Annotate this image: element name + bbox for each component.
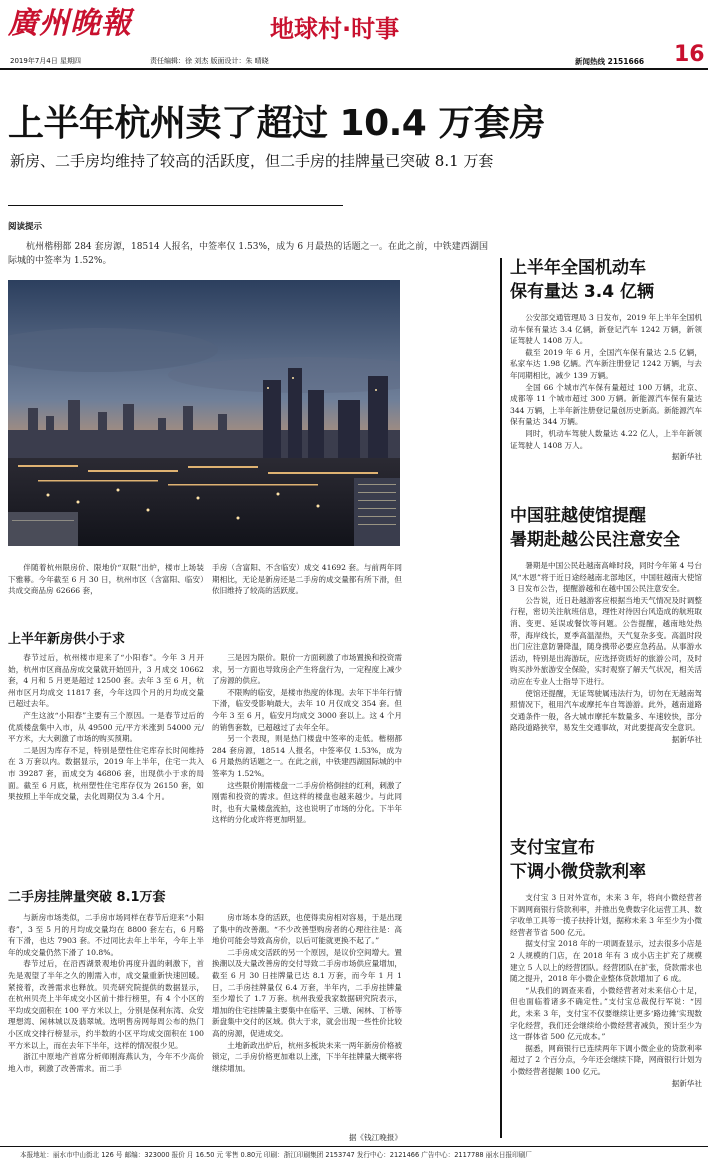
story-source: 据新华社 [671,1078,702,1088]
paragraph: 不限购的临安，是楼市热度的体现。去年下半年行情下滑，临安受影响最大，去年 10 月仅成交 354 套。但今年 3 至 6 月，临安月均成交 3000 套以上。这 4 个月的销售套数，已超越过了去年全年。 [212,687,402,732]
sidebar-headline: 上半年全国机动车 [510,258,646,278]
paragraph: 与新房市场类似，二手房市场同样在春节后迎来“小阳春”，3 至 5 月的月均成交量均在 8800 套左右，6 月略有下滑，也达 7903 套。不过同比去年上半年，今年上半年的成交量仍然下滑了 10.8%。 [8,913,204,957]
paragraph: 三是因为限价。限价一方面刺激了市场置换和投资需求，另一方面也导致房企产生将盘行为，一定程度上减少了房源的供应。 [212,653,402,686]
paragraph: 截至 2019 年 6 月，全国汽车保有量达 2.5 亿辆，私家车达 1.98 亿辆。汽车新注册登记 1242 万辆，与去年同期相比，减少 139 万辆。 [510,347,702,380]
paragraph: 据悉，网商银行已连续两年下调小微企业的贷款利率超过了 2 个百分点，今年还会继续下降，网商银行计划为小微经营者提额 100 亿元。 [510,1043,702,1076]
newspaper-logo: 廣州晚報 [8,6,132,41]
page-number: 16 [674,42,705,67]
section2-heading: 二手房挂牌量突破 8.1万套 [8,890,166,905]
sidebar-divider [500,258,502,1138]
photo-caption-col2: 手房（含富阳、不含临安）成交 41692 套。与前两年同期相比，无论是新房还是二手房的成交量都有所下滑，但依旧维持了较高的活跃度。 [212,563,402,596]
paragraph: 支付宝 3 日对外宣布，未来 3 年，将向小微经营者下调网商银行贷款利率，并推出免费数字化运营工具、数字收单工具等一揽子扶持计划，据称未来 3 年至少为小微经营者节省 500 亿元。 [510,893,702,937]
main-headline: 上半年杭州卖了超过 10.4 万套房 [8,103,545,144]
paragraph: 公告说，近日赴越游客应根据当地天气情况及时调整行程，密切关注航班信息，理性对待因台风造成的航班取消、变更、延误或餐饮等问题。公告提醒，越南地处热带，海岸线长，夏季高温湿热，天气复杂多变。高温时段出门应注意防暑降温，随身携带必要应急药品。从事游水活动，特别是出海游玩，应选择资质好的旅游公司，及时购买涉外旅游安全保险，实时观察了解天气状况，相关活动应在专业人士指导下进行。 [510,595,702,686]
paragraph: 房市场本身的活跃，也使得卖房相对容易，于是出现了集中的改善潮。“不少改善型购房者的心理往往是：高地价可能会导致高房价，以后可能就更换不起了。” [212,913,402,946]
paragraph: 暑期是中国公民赴越南高峰时段，同时今年第 4 号台风“木恩”将于近日途经越南北部地区，中国驻越南大使馆 3 日发布公告，提醒游越和在越中国公民注意安全。 [510,561,702,594]
headline-rule [8,205,343,206]
sidebar-headline: 暑期赴越公民注意安全 [510,530,680,550]
article-source: 据《钱江晚报》 [348,1133,402,1142]
sidebar-headline: 下调小微贷款利率 [510,862,646,882]
section2-col1 [8,912,204,1074]
section1-col2 [212,652,402,826]
paragraph: 同时，机动车驾驶人数量达 4.22 亿人，上半年新领证驾驶人 1408 万人。 [510,428,702,450]
paragraph: 浙江中原地产首席分析师刚海燕认为，今年不少高价地入市，刺激了改善需求。而二手 [8,1052,204,1073]
paragraph: 另一个表现，则是热门楼盘中签率的走低。楷栩都 284 套房源，18514 人报名，中签率仅 1.53%，成为 6 月最热的话题之一。在此之前，中铁建西湖国际城的中签率为 1.52%。 [212,734,402,778]
sidebar-story-vehicles [510,256,702,462]
section-title: 地球村·时事 [270,15,400,43]
paragraph: 春节过后，在沿西湖景观地价再度升温的刺激下，首先是观望了半年之久的刚需入市，成交量重新快速回暖。紧接着，改善需求也释放。贝壳研究院提供的数据显示，在杭州贝壳上半年成交小区前十排行榜里，有 4 个小区的平均成交面积在 100 平方米以上，分别是保利东湾、众安理想湾、闲林城以及翡翠城。选明售房网每周公布的热门小区成交排行榜显示，约半数的小区平均成交面积在 100 平方米以上，而在去年下半年，这样的情况很少见。 [8,959,204,1050]
lead-text: 杭州楷栩都 284 套房源，18514 人报名，中签率仅 1.53%，成为 6 月最热的话题之一。在此之前，中铁建西湖国际城的中签率为 1.52%。 [8,242,488,266]
paragraph: 二手房成交活跃的另一个原因，是议价空间增大。置换潮以及大量改善房的交付导致二手房市场供应量增加，截至 6 月 30 日挂牌量已达 8.1 万套，而今年 1 月 1 日，二手房挂牌量仅 6.4 万套，半年内，二手房挂牌量至少增长了 1.7 万套。杭州我爱我家数据研究院表示，增加的住宅挂牌量主要集中在临平、三墩、闲林、丁桥等新盘集中交付的区域。供大于求，就会出现一些性价比较高的房源，促进成交。 [212,947,402,1038]
paragraph: 使馆还提醒，无证驾驶属违法行为，切勿在无越南驾照情况下，租用汽车或摩托车自驾游游。此外，越南道路交通条件一般，各大城市摩托车数量多、车速较快，部分路段道路狭窄，易发生交通事故，对此要提高安全意识。 [510,688,702,733]
story-source: 据新华社 [671,734,702,744]
section1-heading: 上半年新房供小于求 [8,632,126,647]
sidebar-headline: 支付宝宣布 [510,838,595,858]
paragraph: 土地新政出炉后，杭州多板块未来一两年新房价格被锁定，二手房价格更加难以上涨，下半年挂牌量大概率将继续增加。 [212,1040,402,1073]
paragraph: 公安部交通管理局 3 日发布，2019 年上半年全国机动车保有量达 3.4 亿辆，新登记汽车 1242 万辆，新领证驾驶人 1408 万人。 [510,313,702,346]
photo-caption-col1: 伴随着杭州限房价、限地价“双限”出炉，楼市上场装下雅幕。今年截至 6 月 30 日，杭州市区（含富阳、临安）共成交商品房 62666 套， [8,563,204,596]
masthead-date: 2019年7月4日 星期四 [10,57,81,65]
paragraph: 春节过后，杭州楼市迎来了“小阳春”。今年 3 月开始，杭州市区商品房成交量就开始回升，3 月成交 10662 套，4 月和 5 月更是超过 12500 套。去年 3 至 6 月，杭州市区月均成交 11817 套，今年这四个月的月均成交量已超过去年。 [8,653,204,709]
story-source: 据新华社 [671,452,702,462]
masthead-divider [0,68,708,70]
paragraph: 产生这波“小阳春”主要有三个原因。一是春节过后的优质楼盘集中入市，从 49500 元/平方米涨到 54000 元/平方米，大大刺激了市场的购买预期。 [8,710,204,744]
main-subheadline: 新房、二手房均维持了较高的活跃度，但二手房的挂牌量已突破 8.1 万套 [10,152,494,170]
paragraph: 据支付宝 2018 年的一项调查显示，过去很多小店是 2 人规模的门店，在 2018 年有 3 成小店主扩充了规模建立 5 人以上的经营团队。经营团队在扩张，贷款需求也随之提升，2018 年小微企业整体贷款增加了 6 成。 [510,939,702,984]
paragraph: 全国 66 个城市汽车保有量超过 100 万辆，北京、成都等 11 个城市超过 300 万辆。新能源汽车保有量达 344 万辆，上半年新注册登记量创历史新高。新能源汽车保有量达 344 万辆。 [510,382,702,427]
sidebar-story-alipay [510,836,702,1089]
section1-col1 [8,652,204,803]
paragraph: 二是因为库存不足，特别是塑性住宅库存长时间维持在 3 万套以内。数据显示，2019 年上半年，住宅一共入市 39287 套，而成交为 46806 套，出现供小于求的局面。截至 6 月底，杭州塑性住宅库存仅为 26150 套，如果按照上半年成交量，去化周期仅为 3.4 个月。 [8,745,204,802]
section2-col2 [212,912,402,1074]
paragraph: “从我们的调查来看，小微经营者对未来信心十足，但也面临着诸多不确定性。”支付宝总裁倪行军说：“因此，未来 3 年，支付宝不仅要继续让更多‘路边摊’实现数字化经营，我们还会继续给小微经营者减负，预计至少为这一群体省 500 亿元成本。” [510,985,702,1042]
paragraph: 这些限价刚需楼盘一二手房价格倒挂的红利，刺激了刚需和投资的需求。但这样的楼盘也越来越少。与此同时，也有大量楼盘流拍，这也说明了市场的分化。下半年这样的分化或许将更加明显。 [212,780,402,825]
sidebar-story-embassy [510,504,702,745]
footer-info: 本报地址：丽水市中山街北 126 号 邮编：323000 报价 月 16.50 元 零售 0.80元 印刷：浙江印刷集团 2153747 发行中心：2121466 广告中心：2117788 丽水日报印刷厂 [20,1151,532,1159]
sidebar-headline: 中国驻越使馆提醒 [510,506,646,526]
city-night-photo [8,280,400,546]
lead-label: 阅读提示 [8,222,43,232]
masthead-editors: 责任编辑：徐 刘杰 版面设计：朱 晴晓 [150,57,269,65]
footer-rule [0,1146,708,1147]
news-hotline: 新闻热线 2151666 [575,57,645,66]
sidebar-headline: 保有量达 3.4 亿辆 [510,282,654,302]
